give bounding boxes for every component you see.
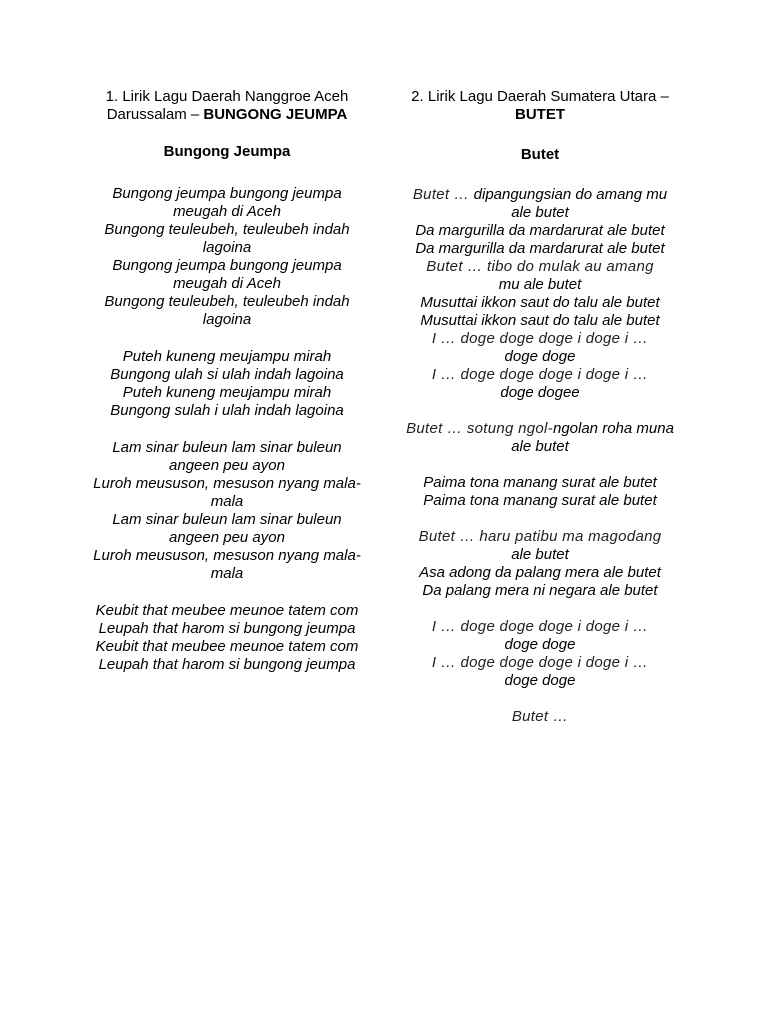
right-stanza-4 (405, 528, 675, 600)
right-column (405, 88, 675, 726)
lyric-line: Musuttai ikkon saut do talu ale butet (420, 312, 660, 329)
lyric-line-light: I … doge doge doge i doge i … (431, 654, 649, 671)
lyric-line: Da palang mera ni negara ale butet (422, 582, 658, 599)
lyric-line: Bungong jeumpa bungong jeumpa meugah di Aceh (112, 185, 342, 220)
lyric-line: Paima tona manang surat ale butet (423, 474, 657, 491)
right-stanza-1 (405, 186, 675, 402)
lyric-line: ale butet (511, 546, 569, 563)
lyric-line: Luroh meususon, mesuson nyang mala-mala (93, 475, 361, 510)
lyric-line: Bungong ulah si ulah indah lagoina (110, 366, 344, 383)
lyric-line: doge doge (504, 636, 576, 653)
right-stanza-5 (405, 618, 675, 690)
left-heading-text: 1. Lirik Lagu Daerah Nanggroe Aceh Darussalam – (105, 88, 349, 123)
lyric-line: Leupah that harom si bungong jeumpa (98, 620, 356, 637)
lyric-line: doge doge (504, 348, 576, 365)
lyric-line: Paima tona manang surat ale butet (423, 492, 657, 509)
lyric-line: doge dogee (500, 384, 580, 401)
left-column (92, 88, 362, 674)
left-stanza-3 (92, 439, 362, 583)
lyric-line: Bungong jeumpa bungong jeumpa meugah di Aceh (112, 257, 342, 292)
lyric-line: Puteh kuneng meujampu mirah (122, 348, 332, 365)
lyric-line-light: I … doge doge doge i doge i … (431, 618, 649, 635)
lyric-segment-light: Butet … sotung ngol- (406, 420, 553, 437)
right-heading-bold: BUTET (515, 106, 565, 123)
lyric-line: Luroh meususon, mesuson nyang mala-mala (93, 547, 361, 582)
lyric-line: Leupah that harom si bungong jeumpa (98, 656, 356, 673)
lyric-line-light: Butet … haru patibu ma magodang (418, 528, 662, 545)
lyric-line: Keubit that meubee meunoe tatem com (95, 602, 359, 619)
right-stanza-3 (405, 474, 675, 510)
left-stanza-2 (92, 348, 362, 420)
left-song-title: Bungong Jeumpa (163, 143, 291, 160)
left-heading-bold: BUNGONG JEUMPA (203, 106, 348, 123)
lyric-line: doge doge (504, 672, 576, 689)
lyric-line-light: I … doge doge doge i doge i … (431, 366, 649, 383)
lyric-line: Puteh kuneng meujampu mirah (122, 384, 332, 401)
lyric-line-light: Butet … tibo do mulak au amang (426, 258, 654, 275)
lyric-line: Keubit that meubee meunoe tatem com (95, 638, 359, 655)
lyric-line: Da margurilla da mardarurat ale butet (415, 222, 665, 239)
lyric-line: Lam sinar buleun lam sinar buleun angeen peu ayon (112, 439, 342, 474)
lyric-line: Bungong sulah i ulah indah lagoina (110, 402, 344, 419)
right-heading (405, 88, 675, 124)
lyric-line: mu ale butet (498, 276, 582, 293)
right-song-title: Butet (520, 146, 560, 163)
lyric-line: Bungong teuleubeh, teuleubeh indah lagoina (104, 293, 350, 328)
lyric-segment: dipangungsian do amang mu ale butet (473, 186, 668, 221)
left-stanza-1 (92, 185, 362, 329)
lyric-line: Asa adong da palang mera ale butet (419, 564, 661, 581)
lyric-segment-light: Butet … (412, 186, 474, 203)
left-heading (92, 88, 362, 124)
lyric-line: Lam sinar buleun lam sinar buleun angeen peu ayon (112, 511, 342, 546)
left-stanza-4 (92, 602, 362, 674)
lyric-line: Bungong teuleubeh, teuleubeh indah lagoina (104, 221, 350, 256)
right-stanza-2 (405, 420, 675, 456)
lyric-line-light: I … doge doge doge i doge i … (431, 330, 649, 347)
right-heading-text: 2. Lirik Lagu Daerah Sumatera Utara – (411, 88, 669, 105)
lyric-segment: ngolan roha muna ale butet (511, 420, 674, 455)
right-outro: Butet … (511, 708, 569, 725)
lyric-line: Musuttai ikkon saut do talu ale butet (420, 294, 660, 311)
lyric-line: Da margurilla da mardarurat ale butet (415, 240, 665, 257)
